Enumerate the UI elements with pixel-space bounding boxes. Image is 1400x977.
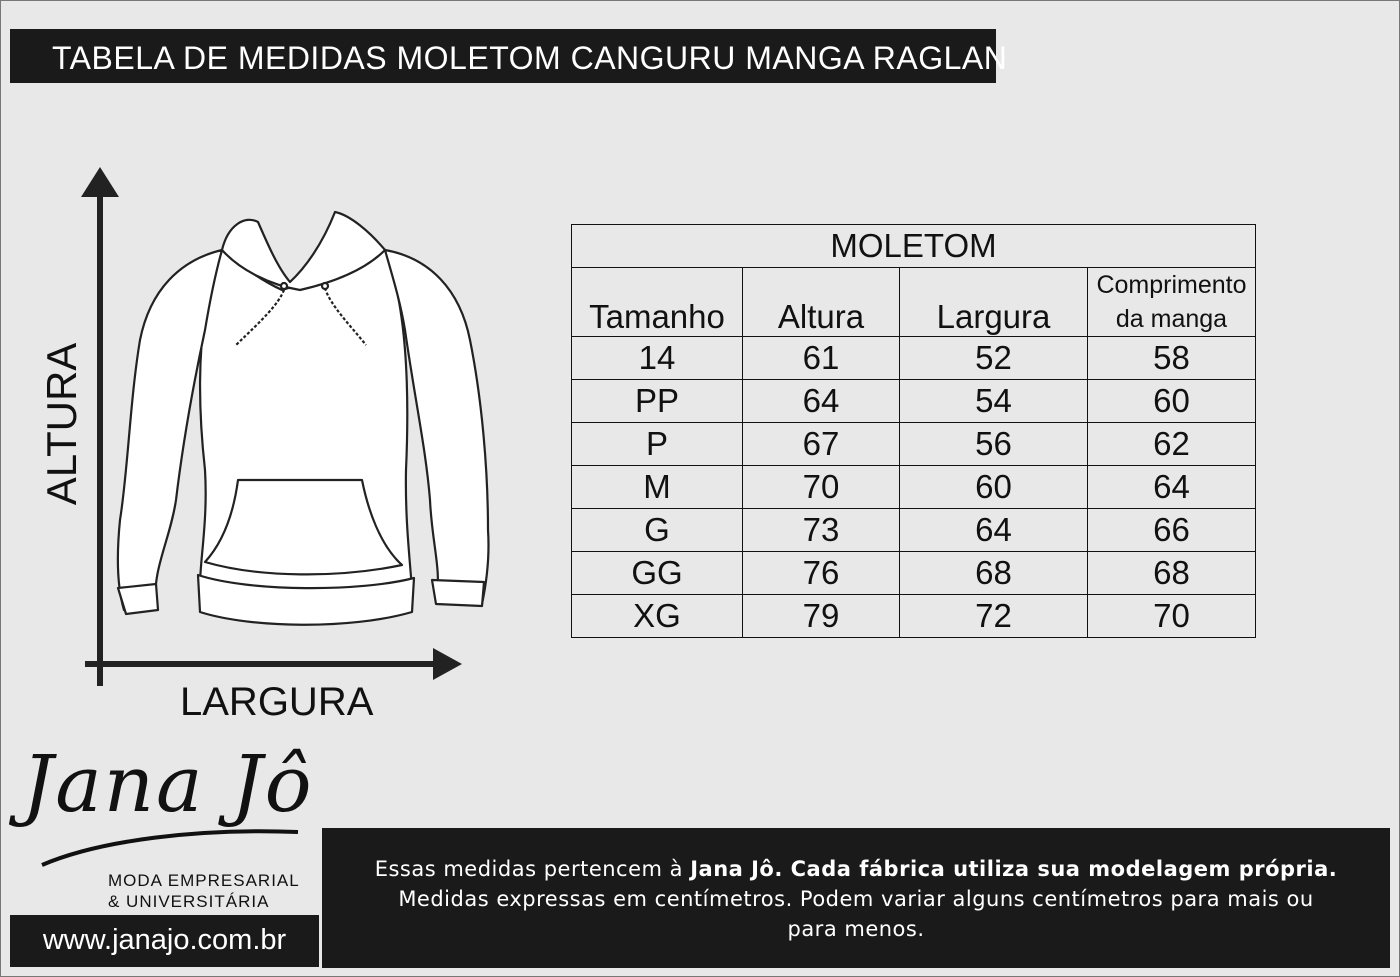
note-line3: para menos. [787, 917, 925, 941]
cell-width: 56 [900, 423, 1088, 466]
cell-height: 76 [743, 552, 900, 595]
header-sleeve-line2: da manga [1115, 305, 1228, 333]
cell-size: 14 [572, 337, 743, 380]
horizontal-axis-arrow [85, 648, 462, 680]
note-line1 [342, 854, 1370, 884]
cell-height: 64 [743, 380, 900, 423]
header-sleeve-line1: Comprimento [1096, 271, 1247, 299]
note-text: Essas medidas pertencem à [374, 857, 691, 881]
cell-sleeve: 66 [1088, 509, 1256, 552]
header-sleeve-length [1088, 268, 1256, 337]
page-title: TABELA DE MEDIDAS MOLETOM CANGURU MANGA RAGLAN [10, 29, 996, 83]
table-row [572, 552, 1256, 595]
cell-sleeve: 64 [1088, 466, 1256, 509]
cell-size: PP [572, 380, 743, 423]
logo-swoosh-icon [40, 820, 300, 870]
cell-height: 79 [743, 595, 900, 638]
table-row [572, 595, 1256, 638]
cell-size: P [572, 423, 743, 466]
cell-size: G [572, 509, 743, 552]
table-row [572, 466, 1256, 509]
cell-height: 67 [743, 423, 900, 466]
cell-sleeve: 60 [1088, 380, 1256, 423]
cell-height: 61 [743, 337, 900, 380]
table-row [572, 380, 1256, 423]
brand-tagline-line1: MODA EMPRESARIAL [108, 871, 300, 890]
note-line2: Medidas expressas em centímetros. Podem variar alguns centímetros para mais ou [398, 887, 1314, 911]
cell-width: 52 [900, 337, 1088, 380]
disclaimer-note [322, 828, 1390, 968]
brand-tagline [108, 870, 300, 912]
cell-height: 73 [743, 509, 900, 552]
table-row [572, 337, 1256, 380]
table-row [572, 423, 1256, 466]
brand-tagline-line2: & UNIVERSITÁRIA [108, 892, 270, 911]
table-title: MOLETOM [572, 225, 1256, 268]
website-url[interactable]: www.janajo.com.br [10, 915, 319, 967]
cell-sleeve: 70 [1088, 595, 1256, 638]
header-width: Largura [900, 268, 1088, 337]
size-table [571, 224, 1256, 638]
table-row [572, 509, 1256, 552]
brand-logo: Jana Jô [22, 740, 314, 830]
header-size: Tamanho [572, 268, 743, 337]
cell-width: 68 [900, 552, 1088, 595]
cell-sleeve: 58 [1088, 337, 1256, 380]
note-bold-text: Jana Jô. Cada fábrica utiliza sua modelagem própria. [690, 857, 1338, 881]
cell-sleeve: 68 [1088, 552, 1256, 595]
header-height: Altura [743, 268, 900, 337]
vertical-axis-arrow [81, 167, 119, 686]
cell-width: 60 [900, 466, 1088, 509]
vertical-axis-label: ALTURA [38, 342, 85, 506]
horizontal-axis-label: LARGURA [180, 680, 374, 724]
cell-size: M [572, 466, 743, 509]
cell-height: 70 [743, 466, 900, 509]
cell-width: 54 [900, 380, 1088, 423]
cell-width: 72 [900, 595, 1088, 638]
cell-width: 64 [900, 509, 1088, 552]
cell-sleeve: 62 [1088, 423, 1256, 466]
cell-size: GG [572, 552, 743, 595]
cell-size: XG [572, 595, 743, 638]
hoodie-outline-icon [118, 212, 489, 625]
